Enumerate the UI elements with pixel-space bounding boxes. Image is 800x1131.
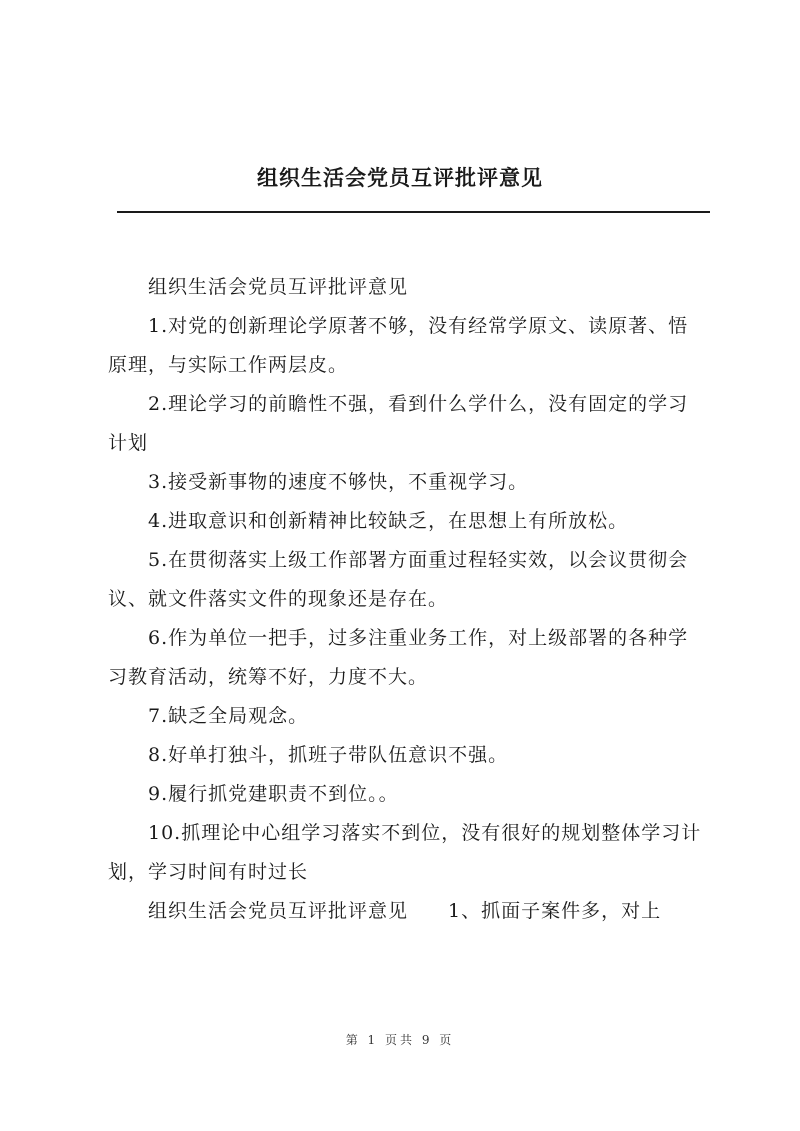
paragraph-item-10: 10.抓理论中心组学习落实不到位，没有很好的规划整体学习计划，学习时间有时过长 (108, 822, 702, 883)
paragraph-item-6: 6.作为单位一把手，过多注重业务工作，对上级部署的各种学习教育活动，统筹不好，力度不大。 (108, 627, 689, 688)
paragraph-item-5: 5.在贯彻落实上级工作部署方面重过程轻实效，以会议贯彻会议、就文件落实文件的现象还是存在。 (108, 549, 689, 610)
paragraph-item-1: 1.对党的创新理论学原著不够，没有经常学原文、读原著、悟原理，与实际工作两层皮。 (108, 315, 689, 376)
paragraph-item-7: 7.缺乏全局观念。 (148, 705, 309, 727)
document-body (108, 268, 708, 931)
paragraph-item-9: 9.履行抓党建职责不到位。。 (148, 783, 399, 805)
paragraph-heading: 组织生活会党员互评批评意见 (148, 276, 409, 298)
document-title: 组织生活会党员互评批评意见 (257, 165, 543, 190)
paragraph-item-2: 2.理论学习的前瞻性不强，看到什么学什么，没有固定的学习计划 (108, 393, 689, 454)
page-number-footer: 第 1 页共 9 页 (345, 1033, 455, 1047)
paragraph-item-4: 4.进取意识和创新精神比较缺乏，在思想上有所放松。 (148, 510, 629, 532)
paragraph-continuation: 组织生活会党员互评批评意见 1、抓面子案件多，对上 (148, 900, 662, 922)
paragraph-item-3: 3.接受新事物的速度不够快，不重视学习。 (148, 471, 529, 493)
title-divider (117, 211, 710, 213)
paragraph-item-8: 8.好单打独斗，抓班子带队伍意识不强。 (148, 744, 509, 766)
